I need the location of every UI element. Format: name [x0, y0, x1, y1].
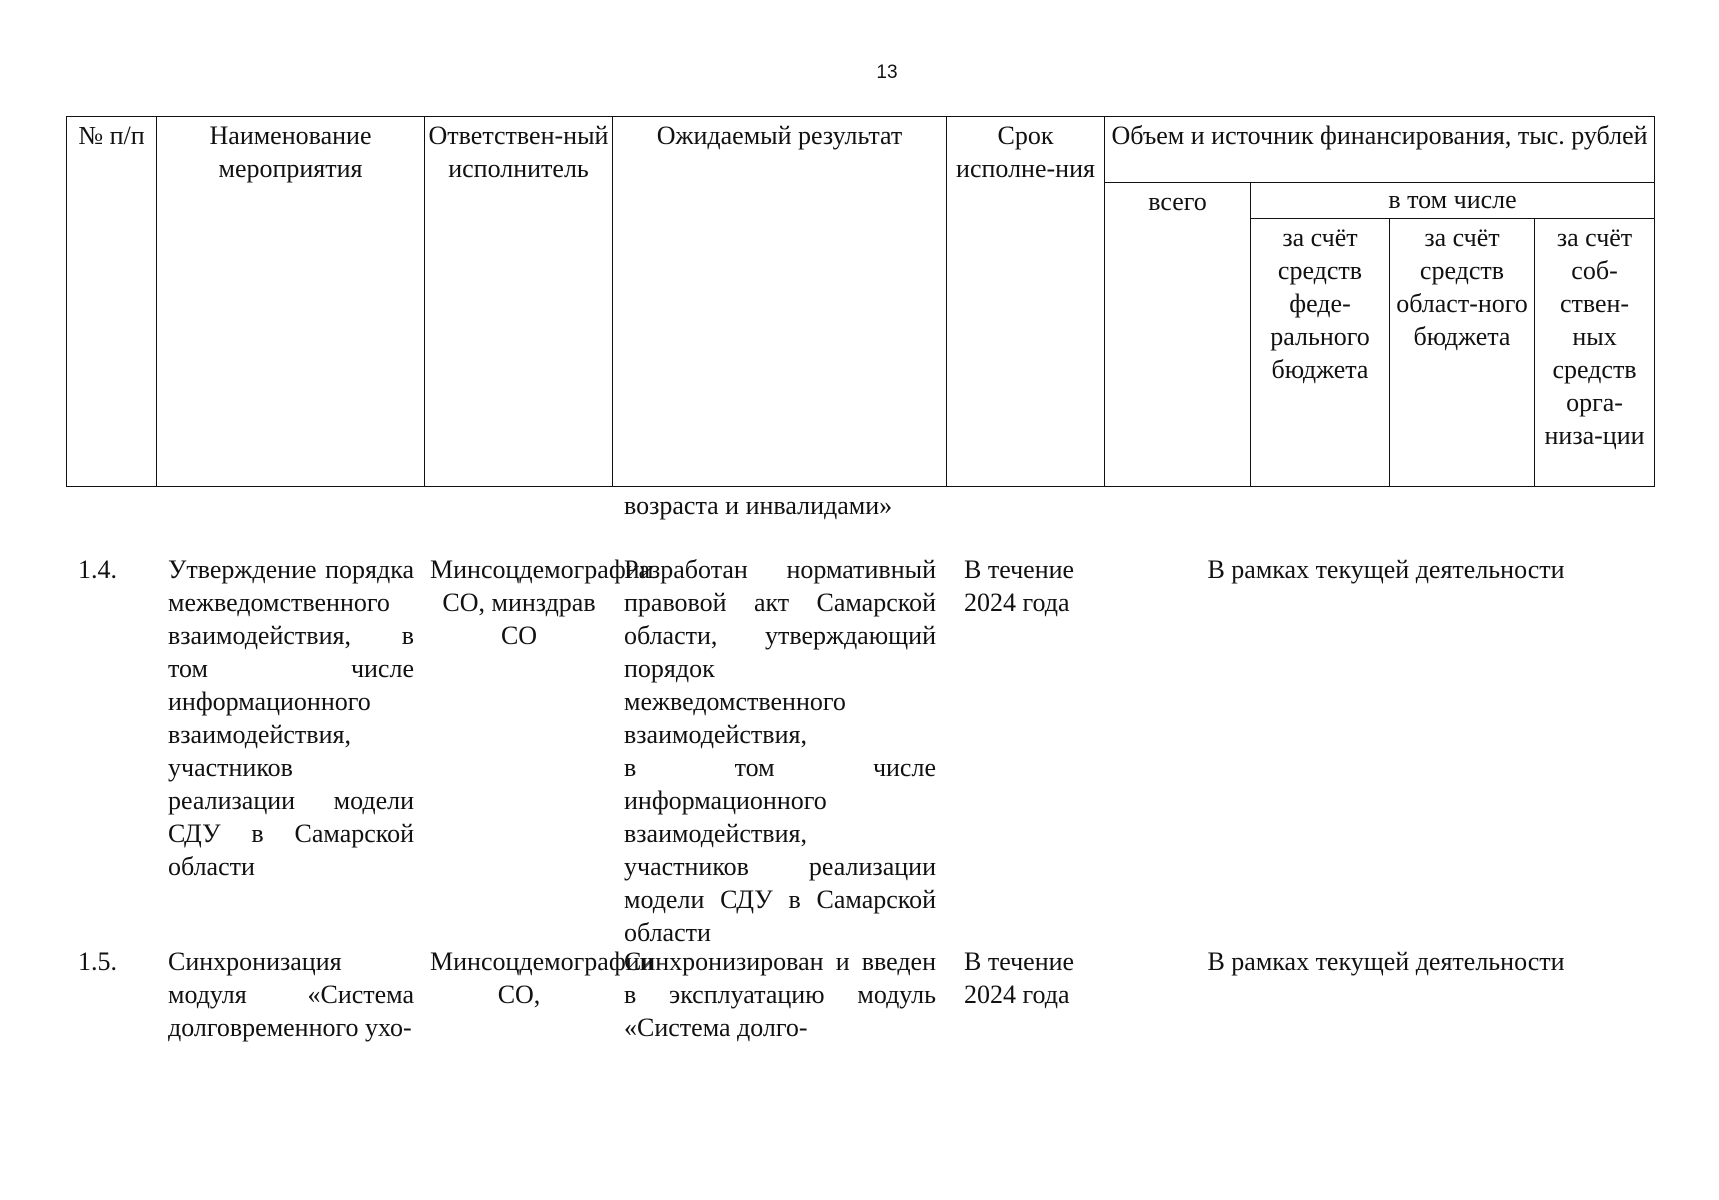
row-result-line: Синхронизирован и введен в эксплуатацию модуль «Система долго- [624, 947, 936, 1042]
row-name: Утверждение порядка межведомственного взаимодействия, в том числе информационного взаимодействия, участников реализации модели СДУ в Самарской области [168, 555, 414, 881]
row-financing: В рамках текущей деятельности [1207, 947, 1565, 976]
header-financing: Объем и источник финансирования, тыс. рублей [1105, 117, 1655, 183]
row-responsible: Минсоцдемографии СО, [430, 947, 654, 1009]
row-result [624, 553, 936, 949]
page-number: 13 [876, 62, 898, 83]
row-result-line: Разработан нормативный правовой акт Самарской области, утверждающий порядок межведомственного взаимодействия, [624, 555, 936, 749]
header-name: Наименование мероприятия [157, 117, 425, 487]
table-header [66, 116, 1655, 487]
continuation-text: возраста и инвалидами» [624, 491, 893, 520]
header-expected-result: Ожидаемый результат [613, 117, 947, 487]
header-total: всего [1105, 183, 1251, 487]
row-number: 1.4. [78, 555, 117, 584]
header-term: Срок исполне-ния [947, 117, 1105, 487]
row-result [624, 945, 936, 1044]
row-result-line: в том числе информационного взаимодействия, участников реализации модели СДУ в Самарской области [624, 753, 936, 947]
row-name: Синхронизация модуля «Система долговременного ухо- [168, 947, 414, 1042]
header-regional: за счёт средств област-ного бюджета [1390, 219, 1535, 487]
row-number: 1.5. [78, 947, 117, 976]
row-term: В течение 2024 года [964, 947, 1075, 1009]
row-financing: В рамках текущей деятельности [1207, 555, 1565, 584]
row-term: В течение 2024 года [964, 555, 1075, 617]
header-num: № п/п [67, 117, 157, 487]
header-federal: за счёт средств феде-рального бюджета [1251, 219, 1390, 487]
header-including: в том числе [1251, 183, 1655, 219]
header-own: за счёт соб-ствен-ных средств орга-низа-ции [1535, 219, 1655, 487]
row-responsible: Минсоцдемографии СО, минздрав СО [430, 555, 654, 650]
header-responsible: Ответствен-ный исполнитель [425, 117, 613, 487]
